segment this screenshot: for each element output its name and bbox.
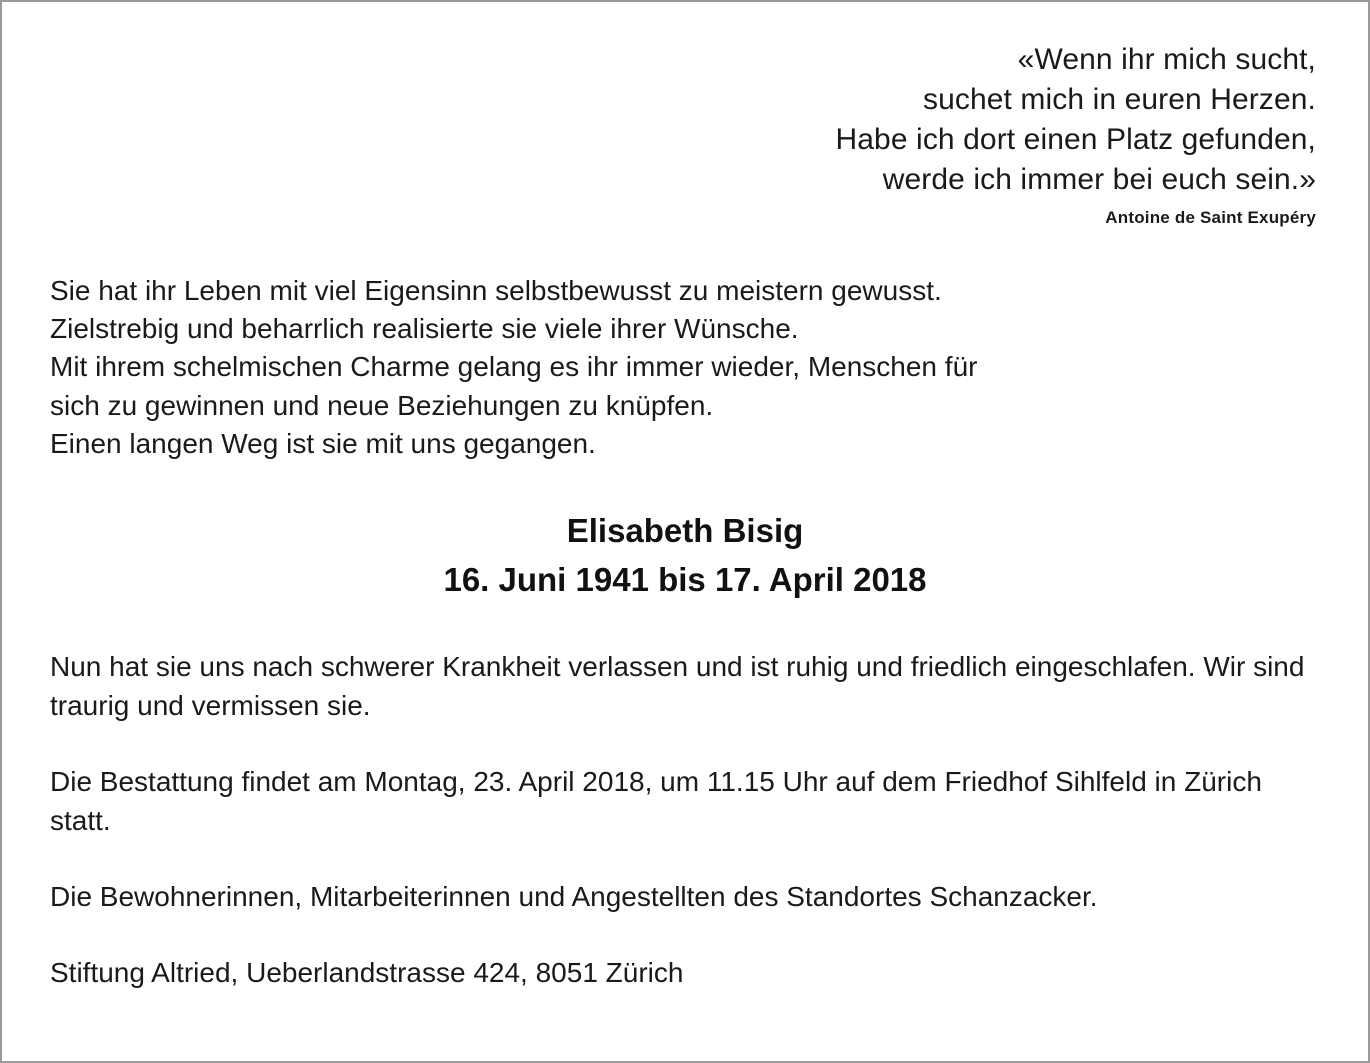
deceased-name: Elisabeth Bisig [566,512,804,550]
quote-block [50,40,1316,228]
quote-line-4: werde ich immer bei euch sein.» [882,162,1316,196]
paragraph-signatories: Die Bewohnerinnen, Mitarbeiterinnen und Angestellten des Standortes Schanzacker. [50,880,1098,912]
intro-line-5: Einen langen Weg ist sie mit uns gegangen. [50,428,596,459]
paragraph-passing: Nun hat sie uns nach schwerer Krankheit verlassen und ist ruhig und friedlich eingeschlafen. Wir sind traurig und vermissen sie. [50,651,1305,721]
quote-line-1: «Wenn ihr mich sucht, [1017,43,1316,76]
message-block [50,648,1320,992]
intro-block [50,272,1320,464]
quote-line-2: suchet mich in euren Herzen. [923,82,1316,116]
intro-line-1: Sie hat ihr Leben mit viel Eigensinn selbstbewusst zu meistern gewusst. [50,274,942,306]
obituary-content [2,2,1368,1061]
intro-line-3: Mit ihrem schelmischen Charme gelang es ihr immer wieder, Menschen für [50,351,978,383]
deceased-name-block [50,509,1320,602]
intro-line-4: sich zu gewinnen und neue Beziehungen zu knüpfen. [50,389,714,421]
deceased-dates: 16. Juni 1941 bis 17. April 2018 [443,560,927,598]
intro-line-2: Zielstrebig und beharrlich realisierte sie viele ihrer Wünsche. [50,312,799,344]
paragraph-address: Stiftung Altried, Ueberlandstrasse 424, 8051 Zürich [50,957,684,989]
quote-author: Antoine de Saint Exupéry [1105,207,1316,227]
quote-line-3: Habe ich dort einen Platz gefunden, [835,122,1316,156]
paragraph-funeral: Die Bestattung findet am Montag, 23. April 2018, um 11.15 Uhr auf dem Friedhof Sihlfeld in Zürich statt. [50,766,1262,836]
